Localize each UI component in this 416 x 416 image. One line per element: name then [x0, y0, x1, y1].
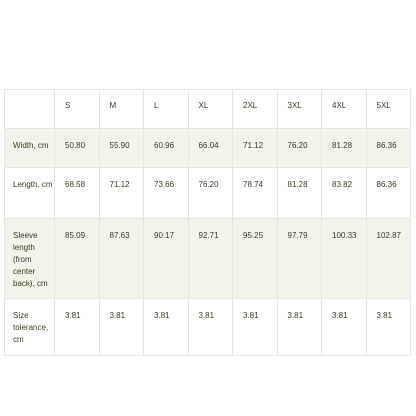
table-cell: 71.12	[99, 168, 144, 219]
table-cell: 86.36	[366, 129, 411, 168]
table-cell: 66.04	[188, 129, 233, 168]
table-cell: 87.63	[99, 219, 144, 299]
table-cell: 78.74	[233, 168, 278, 219]
header-cell-3xl: 3XL	[277, 90, 322, 129]
header-row	[5, 90, 411, 129]
table-cell: 3.81	[144, 299, 189, 356]
table-cell: 3.81	[233, 299, 278, 356]
table-cell: 3.81	[55, 299, 100, 356]
table-cell: 3.81	[322, 299, 367, 356]
table-cell: 50.80	[55, 129, 100, 168]
header-cell-l: L	[144, 90, 189, 129]
table-cell: 90.17	[144, 219, 189, 299]
table-cell: 3.81	[277, 299, 322, 356]
size-chart-table	[4, 89, 411, 356]
table-cell: 95.25	[233, 219, 278, 299]
header-cell-5xl: 5XL	[366, 90, 411, 129]
table-row-sleeve-length	[5, 219, 411, 299]
table-cell: 68.58	[55, 168, 100, 219]
table-cell: 3.81	[99, 299, 144, 356]
row-label: Width, cm	[5, 129, 55, 168]
table-cell: 60.96	[144, 129, 189, 168]
table-cell: 55.90	[99, 129, 144, 168]
size-chart	[4, 89, 411, 356]
table-cell: 3.81	[366, 299, 411, 356]
table-cell: 76.20	[277, 129, 322, 168]
table-row-length	[5, 168, 411, 219]
row-label: Length, cm	[5, 168, 55, 219]
row-label: Sleeve length (from center back), cm	[5, 219, 55, 299]
table-cell: 100.33	[322, 219, 367, 299]
table-cell: 86.36	[366, 168, 411, 219]
table-cell: 3.81	[188, 299, 233, 356]
table-cell: 92.71	[188, 219, 233, 299]
header-cell-2xl: 2XL	[233, 90, 278, 129]
header-cell-m: M	[99, 90, 144, 129]
table-cell: 71.12	[233, 129, 278, 168]
table-cell: 85.09	[55, 219, 100, 299]
table-cell: 76.20	[188, 168, 233, 219]
table-row-size-tolerance	[5, 299, 411, 356]
table-cell: 97.79	[277, 219, 322, 299]
table-cell: 83.82	[322, 168, 367, 219]
header-cell-xl: XL	[188, 90, 233, 129]
header-cell-4xl: 4XL	[322, 90, 367, 129]
table-cell: 73.66	[144, 168, 189, 219]
header-cell-empty	[5, 90, 55, 129]
row-label: Size tolerance, cm	[5, 299, 55, 356]
table-cell: 81.28	[277, 168, 322, 219]
table-cell: 81.28	[322, 129, 367, 168]
header-cell-s: S	[55, 90, 100, 129]
table-cell: 102.87	[366, 219, 411, 299]
table-row-width	[5, 129, 411, 168]
